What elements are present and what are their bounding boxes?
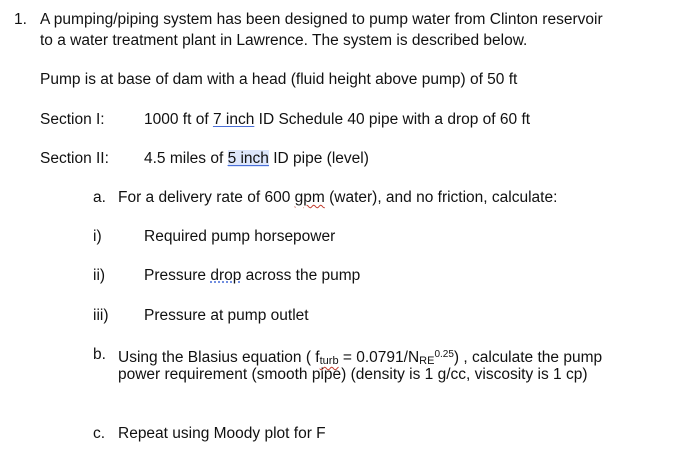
part-a-text-after: (water), and no friction, calculate:: [324, 189, 558, 206]
part-b-text-before: Using the Blasius equation ( f: [118, 349, 320, 366]
part-b-marker: b.: [93, 346, 106, 363]
part-a-marker: a.: [93, 189, 106, 206]
section-2-text: [144, 150, 369, 168]
item-iii-marker: iii): [93, 307, 109, 324]
part-b-line-2: power requirement (smooth pipe) (density is 1 g/cc, viscosity is 1 cp): [118, 366, 588, 383]
item-iii-text: Pressure at pump outlet: [144, 307, 309, 324]
section-2-label: Section II:: [40, 150, 109, 167]
part-b-text-mid: = 0.0791/N: [338, 349, 420, 366]
section-1-pipe-size: 7 inch: [212, 111, 255, 128]
intro-line-2: to a water treatment plant in Lawrence. The system is described below.: [40, 32, 528, 49]
pump-description: Pump is at base of dam with a head (fluid height above pump) of 50 ft: [40, 71, 518, 88]
section-1-label: Section I:: [40, 111, 105, 128]
problem-number: 1.: [14, 11, 27, 28]
item-i-marker: i): [93, 228, 102, 245]
part-a-gpm: gpm: [294, 189, 325, 206]
part-b-exponent: 0.25: [434, 349, 454, 360]
section-1-text-before: 1000 ft of: [144, 111, 213, 128]
part-c-text: Repeat using Moody plot for F: [118, 425, 326, 442]
part-b-text-after: ) , calculate the pump: [453, 349, 603, 366]
intro-line-1: A pumping/piping system has been designed to pump water from Clinton reservoir: [40, 11, 603, 28]
section-2-text-after: ID pipe (level): [268, 150, 369, 167]
section-1-text: [144, 111, 530, 129]
item-ii-text-before: Pressure: [144, 267, 211, 284]
section-2-text-before: 4.5 miles of: [144, 150, 228, 167]
section-1-text-after: ID Schedule 40 pipe with a drop of 60 ft: [254, 111, 531, 128]
part-b-sub-re: RE: [419, 355, 435, 367]
part-a-text: [118, 189, 557, 207]
section-2-pipe-size: 5 inch: [227, 150, 269, 167]
item-ii-marker: ii): [93, 267, 106, 284]
item-ii-drop: drop: [210, 267, 242, 284]
part-a-text-before: For a delivery rate of 600: [118, 189, 295, 206]
part-c-marker: c.: [93, 425, 106, 442]
item-i-text: Required pump horsepower: [144, 228, 336, 245]
part-b-sub-turb: turb: [319, 355, 339, 367]
item-ii-text-after: across the pump: [241, 267, 361, 284]
item-ii-text: [144, 267, 360, 285]
